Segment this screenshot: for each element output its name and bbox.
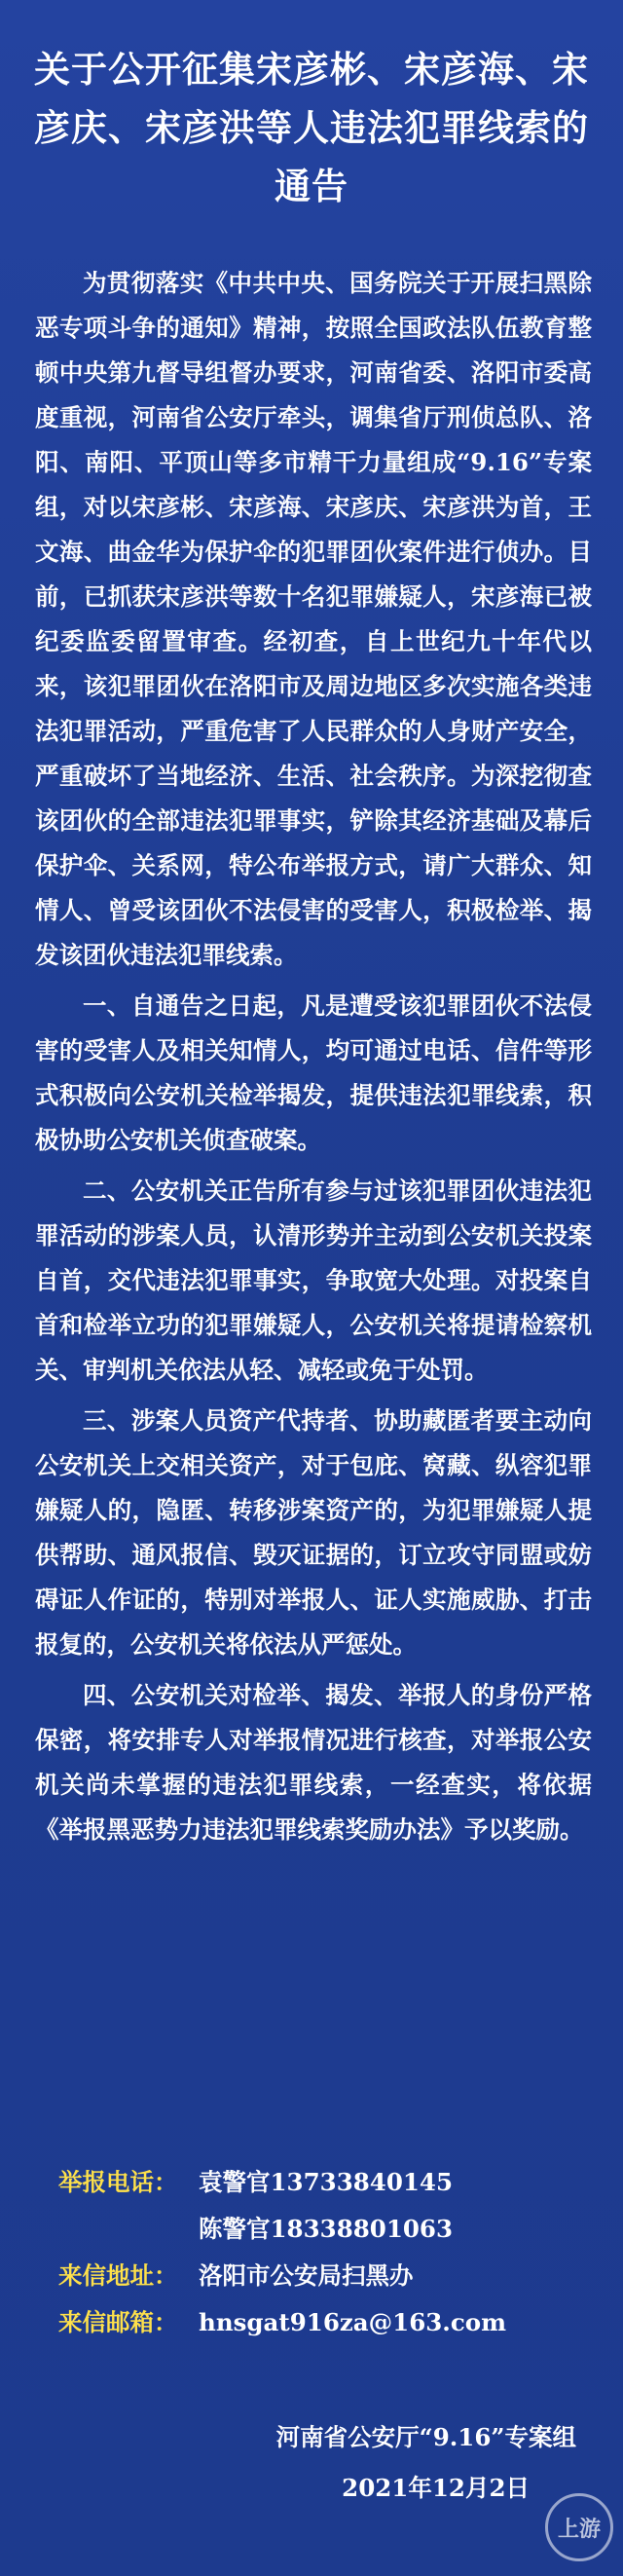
- address-value: 洛阳市公安局扫黑办: [199, 2261, 414, 2290]
- clause-three-paragraph: 三、涉案人员资产代持者、协助藏匿者要主动向公安机关上交相关资产，对于包庇、窝藏、纵容犯罪嫌疑人的，隐匿、转移涉案资产的，为犯罪嫌疑人提供帮助、通风报信、毁灭证据的，订立攻守同盟或妨碍证人作证的，特别对举报人、证人实施威胁、打击报复的，公安机关将依法从严惩处。: [35, 1406, 592, 1659]
- signature-date: 2021年12月2日: [342, 2474, 530, 2502]
- clause-one-paragraph: 一、自通告之日起，凡是遭受该犯罪团伙不法侵害的受害人及相关知情人，均可通过电话、信件等形式积极向公安机关检举揭发，提供违法犯罪线索，积极协助公安机关侦查破案。: [35, 991, 592, 1154]
- watermark-logo: 上游: [545, 2493, 613, 2561]
- email-row: [35, 2300, 592, 2345]
- signature-org: 河南省公安厅“9.16”专案组: [275, 2423, 576, 2451]
- email-label: 来信邮箱：: [58, 2308, 178, 2336]
- phone-number-2: 陈警官18338801063: [199, 2215, 454, 2243]
- clause-two-paragraph: 二、公安机关正告所有参与过该犯罪团伙违法犯罪活动的涉案人员，认清形势并主动到公安机关投案自首，交代违法犯罪事实，争取宽大处理。对投案自首和检举立功的犯罪嫌疑人，公安机关将提请检察机关、审判机关依法从轻、减轻或免于处罚。: [35, 1176, 592, 1384]
- notice-body: [35, 261, 592, 1858]
- phone-row-2: [35, 2207, 592, 2252]
- email-value: hnsgat916za@163.com: [199, 2308, 507, 2336]
- phone-number-1: 袁警官13733840145: [199, 2168, 454, 2196]
- phone-row: [35, 2160, 592, 2205]
- notice-title: 关于公开征集宋彦彬、宋彦海、宋彦庆、宋彦洪等人违法犯罪线索的通告: [34, 49, 589, 207]
- address-label: 来信地址：: [58, 2261, 178, 2290]
- phone-label: 举报电话：: [58, 2168, 178, 2196]
- clause-four-paragraph: 四、公安机关对检举、揭发、举报人的身份严格保密，将安排专人对举报情况进行核查，对举报公安机关尚未掌握的违法犯罪线索，一经查实，将依据《举报黑恶势力违法犯罪线索奖励办法》予以奖励。: [35, 1681, 592, 1844]
- address-row: [35, 2254, 592, 2298]
- intro-paragraph: 为贯彻落实《中共中央、国务院关于开展扫黑除恶专项斗争的通知》精神，按照全国政法队伍教育整顿中央第九督导组督办要求，河南省委、洛阳市委高度重视，河南省公安厅牵头，调集省厅刑侦总队、洛阳、南阳、平顶山等多市精干力量组成“9.16”专案组，对以宋彦彬、宋彦海、宋彦庆、宋彦洪为首，王文海、曲金华为保护伞的犯罪团伙案件进行侦办。目前，已抓获宋彦洪等数十名犯罪嫌疑人，宋彦海已被纪委监委留置审查。经初查，自上世纪九十年代以来，该犯罪团伙在洛阳市及周边地区多次实施各类违法犯罪活动，严重危害了人民群众的人身财产安全，严重破坏了当地经济、生活、社会秩序。为深挖彻查该团伙的全部违法犯罪事实，铲除其经济基础及幕后保护伞、关系网，特公布举报方式，请广大群众、知情人、曾受该团伙不法侵害的受害人，积极检举、揭发该团伙违法犯罪线索。: [35, 269, 592, 969]
